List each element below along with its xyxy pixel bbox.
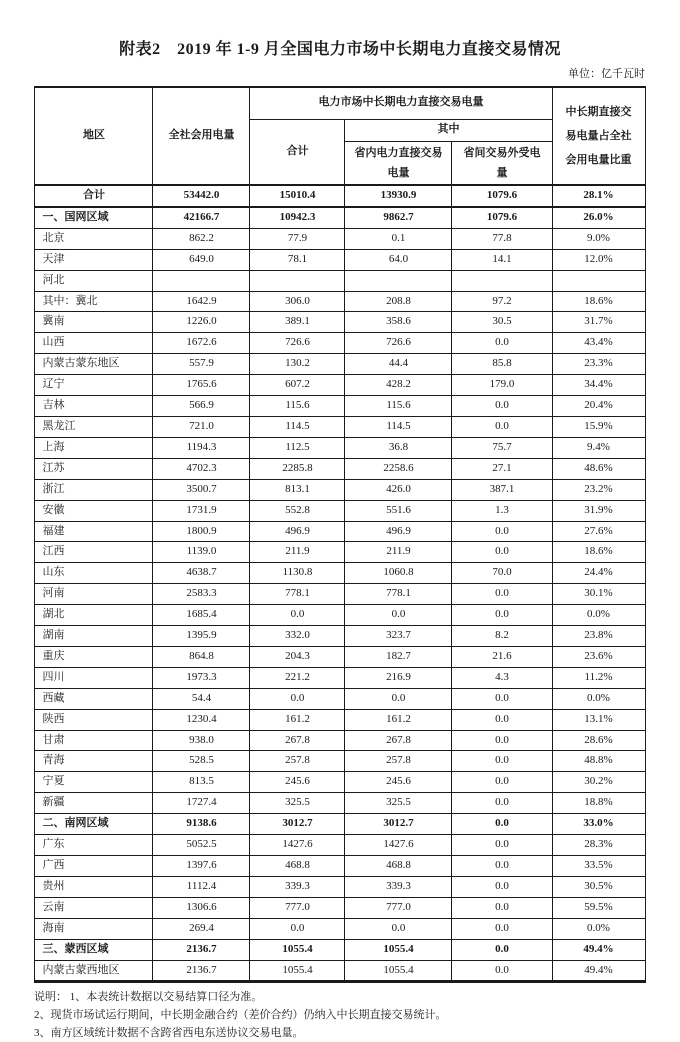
region-label: 湖北 (35, 605, 153, 626)
region-label: 上海 (35, 437, 153, 458)
table-row (35, 772, 645, 793)
value-cell: 4.3 (452, 667, 552, 688)
value-cell: 552.8 (250, 500, 345, 521)
value-cell: 4638.7 (153, 563, 250, 584)
value-cell: 208.8 (345, 291, 452, 312)
region-label: 甘肃 (35, 730, 153, 751)
value-cell: 323.7 (345, 626, 452, 647)
value-cell: 1306.6 (153, 897, 250, 918)
page-title: 附表2 2019 年 1-9 月全国电力市场中长期电力直接交易情况 (119, 41, 561, 58)
col-header-share: 中长期直接交易电量占全社会用电量比重 (552, 87, 645, 185)
value-cell: 468.8 (250, 856, 345, 877)
value-cell: 862.2 (153, 228, 250, 249)
value-cell: 0.0% (552, 688, 645, 709)
value-cell: 813.5 (153, 772, 250, 793)
value-cell: 528.5 (153, 751, 250, 772)
region-label: 西藏 (35, 688, 153, 709)
value-cell: 325.5 (250, 793, 345, 814)
value-cell: 9862.7 (345, 207, 452, 228)
value-cell: 33.5% (552, 856, 645, 877)
value-cell: 43.4% (552, 333, 645, 354)
region-label: 江苏 (35, 458, 153, 479)
value-cell: 0.0% (552, 918, 645, 939)
value-cell: 938.0 (153, 730, 250, 751)
value-cell: 34.4% (552, 375, 645, 396)
value-cell: 1427.6 (345, 835, 452, 856)
value-cell: 13.1% (552, 709, 645, 730)
region-label: 四川 (35, 667, 153, 688)
table-row (35, 542, 645, 563)
value-cell: 5052.5 (153, 835, 250, 856)
value-cell: 726.6 (345, 333, 452, 354)
value-cell: 21.6 (452, 646, 552, 667)
region-label: 云南 (35, 897, 153, 918)
value-cell: 18.6% (552, 291, 645, 312)
region-label: 贵州 (35, 876, 153, 897)
value-cell: 114.5 (250, 416, 345, 437)
value-cell: 0.0 (452, 584, 552, 605)
region-label: 冀南 (35, 312, 153, 333)
region-label: 三、蒙西区域 (35, 939, 153, 960)
value-cell: 0.0 (452, 542, 552, 563)
value-cell: 28.1% (552, 185, 645, 207)
notes-block (34, 988, 646, 1042)
value-cell: 777.0 (345, 897, 452, 918)
value-cell: 1685.4 (153, 605, 250, 626)
value-cell: 59.5% (552, 897, 645, 918)
region-label: 山东 (35, 563, 153, 584)
value-cell: 496.9 (250, 521, 345, 542)
col-header-among-which: 其中 (345, 119, 552, 141)
region-label: 吉林 (35, 396, 153, 417)
col-header-subtotal: 合计 (250, 119, 345, 185)
table-row (35, 876, 645, 897)
value-cell: 813.1 (250, 479, 345, 500)
value-cell: 389.1 (250, 312, 345, 333)
value-cell: 0.0 (452, 793, 552, 814)
value-cell: 26.0% (552, 207, 645, 228)
value-cell: 1194.3 (153, 437, 250, 458)
value-cell: 179.0 (452, 375, 552, 396)
value-cell: 1397.6 (153, 856, 250, 877)
value-cell: 1055.4 (345, 939, 452, 960)
value-cell: 77.8 (452, 228, 552, 249)
value-cell: 130.2 (250, 354, 345, 375)
table-row (35, 416, 645, 437)
value-cell: 1130.8 (250, 563, 345, 584)
table-row (35, 605, 645, 626)
value-cell: 1139.0 (153, 542, 250, 563)
region-label: 河北 (35, 270, 153, 291)
value-cell: 269.4 (153, 918, 250, 939)
value-cell: 0.0 (452, 835, 552, 856)
col-header-region: 地区 (35, 87, 153, 185)
value-cell: 31.7% (552, 312, 645, 333)
value-cell: 0.0 (345, 688, 452, 709)
table-row (35, 458, 645, 479)
table-row (35, 312, 645, 333)
value-cell: 0.0 (452, 856, 552, 877)
value-cell (452, 270, 552, 291)
table-row (35, 291, 645, 312)
value-cell: 1112.4 (153, 876, 250, 897)
value-cell: 115.6 (250, 396, 345, 417)
value-cell: 115.6 (345, 396, 452, 417)
value-cell: 211.9 (345, 542, 452, 563)
value-cell: 721.0 (153, 416, 250, 437)
value-cell: 2136.7 (153, 939, 250, 960)
region-label: 二、南网区域 (35, 814, 153, 835)
value-cell: 1226.0 (153, 312, 250, 333)
value-cell: 387.1 (452, 479, 552, 500)
value-cell: 9.4% (552, 437, 645, 458)
region-label: 青海 (35, 751, 153, 772)
value-cell: 339.3 (345, 876, 452, 897)
region-label: 海南 (35, 918, 153, 939)
value-cell: 18.6% (552, 542, 645, 563)
table-row (35, 688, 645, 709)
value-cell: 1230.4 (153, 709, 250, 730)
value-cell: 468.8 (345, 856, 452, 877)
value-cell: 211.9 (250, 542, 345, 563)
region-label: 山西 (35, 333, 153, 354)
region-label: 重庆 (35, 646, 153, 667)
value-cell: 20.4% (552, 396, 645, 417)
value-cell: 557.9 (153, 354, 250, 375)
value-cell: 9138.6 (153, 814, 250, 835)
region-label: 广东 (35, 835, 153, 856)
value-cell: 114.5 (345, 416, 452, 437)
region-label: 合计 (35, 185, 153, 207)
table-row (35, 709, 645, 730)
table-row (35, 856, 645, 877)
value-cell: 49.4% (552, 960, 645, 982)
value-cell: 1079.6 (452, 207, 552, 228)
value-cell: 649.0 (153, 249, 250, 270)
table-row (35, 207, 645, 228)
note-line: 2、现货市场试运行期间，中长期金融合约（差价合约）仍纳入中长期直接交易统计。 (34, 1009, 447, 1022)
value-cell: 42166.7 (153, 207, 250, 228)
value-cell: 1800.9 (153, 521, 250, 542)
value-cell: 3012.7 (250, 814, 345, 835)
region-label: 内蒙古蒙西地区 (35, 960, 153, 982)
table-row (35, 375, 645, 396)
value-cell: 566.9 (153, 396, 250, 417)
value-cell: 23.8% (552, 626, 645, 647)
value-cell: 0.0 (452, 939, 552, 960)
value-cell: 23.6% (552, 646, 645, 667)
table-row (35, 479, 645, 500)
value-cell: 30.5 (452, 312, 552, 333)
value-cell: 0.0 (452, 960, 552, 982)
value-cell: 30.2% (552, 772, 645, 793)
value-cell: 0.0 (452, 918, 552, 939)
region-label: 天津 (35, 249, 153, 270)
value-cell: 23.3% (552, 354, 645, 375)
table-row (35, 185, 645, 207)
region-label: 辽宁 (35, 375, 153, 396)
region-label: 黑龙江 (35, 416, 153, 437)
table-row (35, 333, 645, 354)
value-cell: 267.8 (250, 730, 345, 751)
region-label: 福建 (35, 521, 153, 542)
data-table (34, 86, 645, 983)
note-line: 说明： 1、本表统计数据以交易结算口径为准。 (34, 991, 263, 1004)
value-cell: 15.9% (552, 416, 645, 437)
value-cell: 97.2 (452, 291, 552, 312)
region-label: 宁夏 (35, 772, 153, 793)
region-label: 北京 (35, 228, 153, 249)
region-label: 内蒙古蒙东地区 (35, 354, 153, 375)
region-label: 新疆 (35, 793, 153, 814)
value-cell: 1079.6 (452, 185, 552, 207)
table-header (35, 87, 645, 185)
table-row (35, 730, 645, 751)
value-cell (250, 270, 345, 291)
value-cell: 24.4% (552, 563, 645, 584)
region-label: 其中：冀北 (35, 291, 153, 312)
value-cell: 778.1 (250, 584, 345, 605)
value-cell: 27.6% (552, 521, 645, 542)
value-cell: 18.8% (552, 793, 645, 814)
value-cell: 53442.0 (153, 185, 250, 207)
table-row (35, 249, 645, 270)
value-cell: 1427.6 (250, 835, 345, 856)
value-cell: 15010.4 (250, 185, 345, 207)
table-row (35, 521, 645, 542)
value-cell: 1055.4 (250, 939, 345, 960)
region-label: 江西 (35, 542, 153, 563)
table-row (35, 396, 645, 417)
value-cell: 33.0% (552, 814, 645, 835)
table-row (35, 563, 645, 584)
region-label: 浙江 (35, 479, 153, 500)
value-cell: 496.9 (345, 521, 452, 542)
table-row (35, 584, 645, 605)
value-cell: 3500.7 (153, 479, 250, 500)
value-cell: 0.0 (452, 876, 552, 897)
value-cell: 0.0 (250, 918, 345, 939)
value-cell: 0.0 (345, 605, 452, 626)
region-label: 广西 (35, 856, 153, 877)
value-cell: 339.3 (250, 876, 345, 897)
region-label: 一、国网区域 (35, 207, 153, 228)
region-label: 河南 (35, 584, 153, 605)
table-row (35, 751, 645, 772)
value-cell: 182.7 (345, 646, 452, 667)
table-row (35, 960, 645, 982)
value-cell: 30.5% (552, 876, 645, 897)
value-cell: 0.0 (452, 751, 552, 772)
region-label: 安徽 (35, 500, 153, 521)
value-cell: 0.0 (452, 396, 552, 417)
value-cell: 0.0 (452, 772, 552, 793)
value-cell: 161.2 (250, 709, 345, 730)
value-cell: 332.0 (250, 626, 345, 647)
value-cell: 48.8% (552, 751, 645, 772)
value-cell: 1973.3 (153, 667, 250, 688)
note-line: 3、南方区域统计数据不含跨省西电东送协议交易电量。 (34, 1027, 304, 1040)
value-cell (552, 270, 645, 291)
value-cell: 10942.3 (250, 207, 345, 228)
value-cell: 48.6% (552, 458, 645, 479)
value-cell: 0.1 (345, 228, 452, 249)
value-cell (345, 270, 452, 291)
value-cell: 1055.4 (345, 960, 452, 982)
table-body (35, 185, 645, 982)
value-cell: 14.1 (452, 249, 552, 270)
table-row (35, 939, 645, 960)
value-cell: 0.0 (452, 333, 552, 354)
value-cell: 8.2 (452, 626, 552, 647)
table-row (35, 793, 645, 814)
value-cell: 267.8 (345, 730, 452, 751)
value-cell: 85.8 (452, 354, 552, 375)
value-cell: 44.4 (345, 354, 452, 375)
value-cell: 112.5 (250, 437, 345, 458)
table-row (35, 897, 645, 918)
table-row (35, 667, 645, 688)
table-row (35, 626, 645, 647)
value-cell: 607.2 (250, 375, 345, 396)
value-cell: 1731.9 (153, 500, 250, 521)
table-row (35, 918, 645, 939)
value-cell: 2258.6 (345, 458, 452, 479)
value-cell: 428.2 (345, 375, 452, 396)
value-cell: 0.0 (452, 688, 552, 709)
table-row (35, 835, 645, 856)
table-row (35, 354, 645, 375)
col-header-intra-provincial: 省内电力直接交易电量 (345, 141, 452, 185)
value-cell: 75.7 (452, 437, 552, 458)
value-cell: 1765.6 (153, 375, 250, 396)
value-cell: 1672.6 (153, 333, 250, 354)
value-cell: 0.0 (452, 416, 552, 437)
value-cell: 2583.3 (153, 584, 250, 605)
table-row (35, 228, 645, 249)
unit-label: 单位：亿千瓦时 (568, 68, 645, 80)
value-cell: 0.0 (345, 918, 452, 939)
col-header-total-consumption: 全社会用电量 (153, 87, 250, 185)
table-row (35, 814, 645, 835)
value-cell: 4702.3 (153, 458, 250, 479)
value-cell: 0.0 (452, 897, 552, 918)
value-cell: 325.5 (345, 793, 452, 814)
value-cell: 1395.9 (153, 626, 250, 647)
col-header-market-group: 电力市场中长期电力直接交易电量 (250, 87, 552, 119)
value-cell: 1.3 (452, 500, 552, 521)
value-cell (153, 270, 250, 291)
value-cell: 64.0 (345, 249, 452, 270)
value-cell: 78.1 (250, 249, 345, 270)
region-label: 湖南 (35, 626, 153, 647)
value-cell: 221.2 (250, 667, 345, 688)
value-cell: 0.0 (452, 814, 552, 835)
value-cell: 30.1% (552, 584, 645, 605)
value-cell: 0.0 (452, 709, 552, 730)
value-cell: 54.4 (153, 688, 250, 709)
value-cell: 2285.8 (250, 458, 345, 479)
table-row (35, 437, 645, 458)
value-cell: 0.0 (250, 688, 345, 709)
col-header-inter-provincial: 省间交易外受电量 (452, 141, 552, 185)
value-cell: 306.0 (250, 291, 345, 312)
value-cell: 28.6% (552, 730, 645, 751)
value-cell: 0.0 (452, 521, 552, 542)
value-cell: 12.0% (552, 249, 645, 270)
value-cell: 358.6 (345, 312, 452, 333)
value-cell: 2136.7 (153, 960, 250, 982)
value-cell: 778.1 (345, 584, 452, 605)
value-cell: 77.9 (250, 228, 345, 249)
value-cell: 0.0% (552, 605, 645, 626)
value-cell: 426.0 (345, 479, 452, 500)
value-cell: 204.3 (250, 646, 345, 667)
table-row (35, 500, 645, 521)
value-cell: 1642.9 (153, 291, 250, 312)
value-cell: 257.8 (250, 751, 345, 772)
value-cell: 257.8 (345, 751, 452, 772)
value-cell: 31.9% (552, 500, 645, 521)
value-cell: 726.6 (250, 333, 345, 354)
value-cell: 777.0 (250, 897, 345, 918)
value-cell: 0.0 (250, 605, 345, 626)
value-cell: 49.4% (552, 939, 645, 960)
value-cell: 9.0% (552, 228, 645, 249)
value-cell: 28.3% (552, 835, 645, 856)
value-cell: 1727.4 (153, 793, 250, 814)
table-row (35, 646, 645, 667)
value-cell: 245.6 (345, 772, 452, 793)
value-cell: 161.2 (345, 709, 452, 730)
value-cell: 36.8 (345, 437, 452, 458)
value-cell: 27.1 (452, 458, 552, 479)
table-row (35, 270, 645, 291)
value-cell: 245.6 (250, 772, 345, 793)
value-cell: 3012.7 (345, 814, 452, 835)
value-cell: 0.0 (452, 605, 552, 626)
value-cell: 864.8 (153, 646, 250, 667)
value-cell: 1060.8 (345, 563, 452, 584)
value-cell: 216.9 (345, 667, 452, 688)
value-cell: 0.0 (452, 730, 552, 751)
value-cell: 13930.9 (345, 185, 452, 207)
region-label: 陕西 (35, 709, 153, 730)
value-cell: 1055.4 (250, 960, 345, 982)
value-cell: 11.2% (552, 667, 645, 688)
value-cell: 70.0 (452, 563, 552, 584)
value-cell: 23.2% (552, 479, 645, 500)
value-cell: 551.6 (345, 500, 452, 521)
